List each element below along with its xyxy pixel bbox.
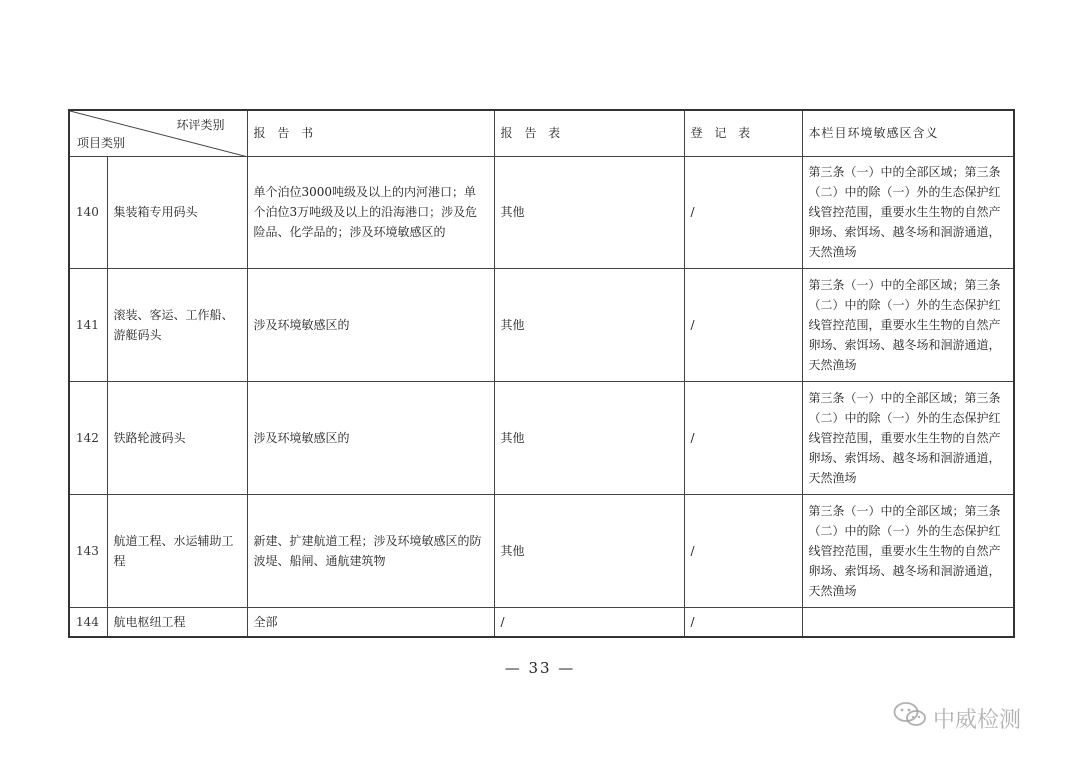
report-form-cell: / — [494, 607, 684, 637]
classification-table — [68, 109, 1015, 638]
header-project-category: 项目类别 — [77, 135, 126, 150]
report-book-cell: 新建、扩建航道工程；涉及环境敏感区的防波堤、船闸、通航建筑物 — [247, 494, 494, 607]
sensitive-area-cell: 第三条（一）中的全部区域；第三条（二）中的除（一）外的生态保护红线管控范围，重要水生生物的自然产卵场、索饵场、越冬场和洄游通道，天然渔场 — [802, 494, 1014, 607]
table-row — [69, 494, 1014, 607]
sensitive-area-cell: 第三条（一）中的全部区域；第三条（二）中的除（一）外的生态保护红线管控范围，重要水生生物的自然产卵场、索饵场、越冬场和洄游通道，天然渔场 — [802, 156, 1014, 268]
watermark — [893, 703, 1021, 733]
table-row — [69, 381, 1014, 494]
header-report-book: 报 告 书 — [247, 110, 494, 156]
report-book-cell: 涉及环境敏感区的 — [247, 268, 494, 381]
header-sensitive-area: 本栏目环境敏感区含义 — [802, 110, 1014, 156]
diagonal-header-cell — [69, 110, 247, 156]
row-number: 142 — [69, 381, 107, 494]
sensitive-area-cell: 第三条（一）中的全部区域；第三条（二）中的除（一）外的生态保护红线管控范围，重要水生生物的自然产卵场、索饵场、越冬场和洄游通道，天然渔场 — [802, 268, 1014, 381]
report-book-cell: 全部 — [247, 607, 494, 637]
table-header-row — [69, 110, 1014, 156]
table-row — [69, 156, 1014, 268]
report-form-cell: 其他 — [494, 494, 684, 607]
registration-cell: / — [684, 381, 802, 494]
header-registration: 登 记 表 — [684, 110, 802, 156]
report-book-cell: 涉及环境敏感区的 — [247, 381, 494, 494]
registration-cell: / — [684, 268, 802, 381]
table-row — [69, 607, 1014, 637]
registration-cell: / — [684, 607, 802, 637]
row-number: 144 — [69, 607, 107, 637]
page-number: — 33 — — [504, 659, 576, 677]
row-number: 143 — [69, 494, 107, 607]
watermark-text: 中威检测 — [933, 707, 1022, 733]
table-row — [69, 268, 1014, 381]
registration-cell: / — [684, 494, 802, 607]
project-name: 集装箱专用码头 — [107, 156, 247, 268]
project-name: 滚装、客运、工作船、游艇码头 — [107, 268, 247, 381]
header-eia-category: 环评类别 — [176, 118, 225, 132]
registration-cell: / — [684, 156, 802, 268]
project-name: 航电枢纽工程 — [107, 607, 247, 637]
report-form-cell: 其他 — [494, 156, 684, 268]
report-form-cell: 其他 — [494, 381, 684, 494]
project-name: 铁路轮渡码头 — [107, 381, 247, 494]
project-name: 航道工程、水运辅助工程 — [107, 494, 247, 607]
sensitive-area-cell — [802, 607, 1014, 637]
sensitive-area-cell: 第三条（一）中的全部区域；第三条（二）中的除（一）外的生态保护红线管控范围，重要水生生物的自然产卵场、索饵场、越冬场和洄游通道，天然渔场 — [802, 381, 1014, 494]
report-form-cell: 其他 — [494, 268, 684, 381]
report-book-cell: 单个泊位3000吨级及以上的内河港口；单个泊位3万吨级及以上的沿海港口；涉及危险品、化学品的；涉及环境敏感区的 — [247, 156, 494, 268]
row-number: 141 — [69, 268, 107, 381]
wechat-icon — [893, 701, 927, 735]
row-number: 140 — [69, 156, 107, 268]
header-report-form: 报 告 表 — [494, 110, 684, 156]
